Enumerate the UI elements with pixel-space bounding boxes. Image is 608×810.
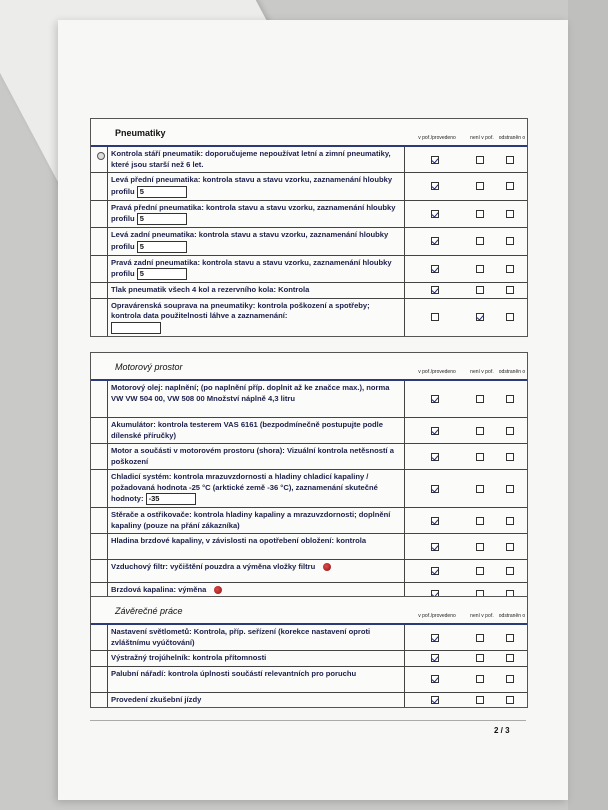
section-rows <box>91 381 527 605</box>
column-header-not-ok: není v poř. <box>470 613 494 619</box>
checkbox-ok[interactable] <box>431 696 439 704</box>
checkbox-fixed[interactable] <box>506 182 514 190</box>
row-text: Levá přední pneumatika: kontrola stavu a stavu vzorku, zaznamenání hloubky profilu <box>111 175 393 196</box>
checkbox-not-ok[interactable] <box>476 265 484 273</box>
checkbox-fixed[interactable] <box>506 453 514 461</box>
row-value-field[interactable] <box>111 322 161 334</box>
checkbox-fixed[interactable] <box>506 210 514 218</box>
checkbox-not-ok[interactable] <box>476 395 484 403</box>
row-text: Opravárenská souprava na pneumatiky: kontrola poškození a spotřeby; kontrola data použitelnosti láhve a zaznamenání: <box>111 300 370 320</box>
section-title: Závěrečné práce <box>115 606 183 616</box>
checklist-row <box>91 418 527 444</box>
checkbox-cell <box>405 418 465 443</box>
checkbox-cell <box>405 201 465 228</box>
checklist-row <box>91 381 527 418</box>
row-value-field[interactable]: -35 <box>146 493 196 505</box>
checkbox-cell <box>495 228 525 255</box>
checkbox-cell <box>405 470 465 507</box>
checkbox-not-ok[interactable] <box>476 675 484 683</box>
checkbox-cell <box>405 667 465 692</box>
checkbox-ok[interactable] <box>431 156 439 164</box>
checkbox-cell <box>405 444 465 469</box>
checkbox-cell <box>495 534 525 559</box>
row-text: Tlak pneumatik všech 4 kol a rezervního kola: Kontrola <box>111 285 310 294</box>
checkbox-not-ok[interactable] <box>476 427 484 435</box>
checklist-row <box>91 201 527 229</box>
checkbox-not-ok[interactable] <box>476 453 484 461</box>
row-text: Akumulátor: kontrola testerem VAS 6161 (bezpodmínečně postupujte podle dílenské příručky) <box>111 420 384 440</box>
row-text: Motorový olej: naplnění; (po naplnění příp. doplnit až ke značce max.), norma VW VW 504 00, VW 508 00 Množství náplně 4,3 litru <box>111 383 390 403</box>
section-tyres <box>90 118 528 337</box>
row-label <box>107 560 405 582</box>
checkbox-ok[interactable] <box>431 286 439 294</box>
row-text: Palubní nářadí: kontrola úplnosti součástí relevantních pro poruchu <box>111 668 357 678</box>
checkbox-not-ok[interactable] <box>476 543 484 551</box>
checkbox-cell <box>495 283 525 298</box>
checkbox-not-ok[interactable] <box>476 237 484 245</box>
checkbox-cell <box>465 625 495 650</box>
checkbox-cell <box>405 147 465 172</box>
checkbox-not-ok[interactable] <box>476 517 484 525</box>
checkbox-fixed[interactable] <box>506 265 514 273</box>
row-label <box>107 625 405 650</box>
row-value-field[interactable]: 5 <box>137 186 187 198</box>
checkbox-fixed[interactable] <box>506 427 514 435</box>
checkbox-fixed[interactable] <box>506 485 514 493</box>
checkbox-cell <box>465 651 495 666</box>
row-text: Pravá zadní pneumatika: kontrola stavu a stavu vzorku, zaznamenání hloubky profilu <box>111 257 392 278</box>
section-rows <box>91 625 527 707</box>
row-label <box>107 147 405 172</box>
row-label <box>107 283 405 298</box>
checkbox-cell <box>405 651 465 666</box>
section-header <box>91 597 527 625</box>
checkbox-fixed[interactable] <box>506 313 514 321</box>
checkbox-cell <box>465 299 495 336</box>
checklist-row <box>91 283 527 299</box>
checklist-row <box>91 256 527 284</box>
row-label <box>107 667 405 692</box>
section-title: Pneumatiky <box>115 128 166 138</box>
row-label <box>107 173 405 200</box>
checkbox-cell <box>495 508 525 533</box>
checkbox-cell <box>405 693 465 708</box>
column-header-not-ok: není v poř. <box>470 369 494 375</box>
checkbox-ok[interactable] <box>431 543 439 551</box>
row-value-field[interactable]: 5 <box>137 213 187 225</box>
background-surface <box>568 0 608 810</box>
section-title: Motorový prostor <box>115 362 183 372</box>
checkbox-cell <box>495 256 525 283</box>
row-value-field[interactable]: 5 <box>137 241 187 253</box>
checklist-row <box>91 173 527 201</box>
checkbox-fixed[interactable] <box>506 395 514 403</box>
checkbox-not-ok[interactable] <box>476 696 484 704</box>
checklist-row <box>91 508 527 534</box>
row-text: Nastavení světlometů: Kontrola, příp. seřízení (korekce nastavení oproti zvláštnímu vyúčtování) <box>111 627 371 647</box>
checkbox-cell <box>405 625 465 650</box>
checkbox-ok[interactable] <box>431 427 439 435</box>
row-text: Brzdová kapalina: výměna <box>111 585 207 594</box>
checklist-row <box>91 651 527 667</box>
checkbox-not-ok[interactable] <box>476 313 484 321</box>
checkbox-cell <box>465 508 495 533</box>
checkbox-fixed[interactable] <box>506 675 514 683</box>
checklist-row <box>91 667 527 693</box>
row-label <box>107 444 405 469</box>
row-radio-icon[interactable] <box>97 152 105 160</box>
row-text: Hladina brzdové kapaliny, v závislosti na opotřebení obložení: kontrola <box>111 536 367 545</box>
checkbox-cell <box>495 381 525 417</box>
checkbox-cell <box>495 173 525 200</box>
checkbox-cell <box>495 147 525 172</box>
checkbox-cell <box>405 534 465 559</box>
checkbox-fixed[interactable] <box>506 286 514 294</box>
checkbox-cell <box>465 201 495 228</box>
checkbox-cell <box>405 560 465 582</box>
section-final-work <box>90 596 528 708</box>
checkbox-cell <box>495 625 525 650</box>
row-label <box>107 418 405 443</box>
row-text: Stěrače a ostřikovače: kontrola hladiny kapaliny a mrazuvzdornosti; doplnění kapaliny (pouze na přání zákazníka) <box>111 510 391 530</box>
section-header <box>91 119 527 147</box>
checkbox-ok[interactable] <box>431 313 439 321</box>
column-header-fixed: odstraněn o <box>498 135 526 141</box>
checkbox-not-ok[interactable] <box>476 156 484 164</box>
row-label <box>107 228 405 255</box>
checkbox-cell <box>465 256 495 283</box>
checkbox-cell <box>405 508 465 533</box>
checkbox-cell <box>495 470 525 507</box>
checkbox-not-ok[interactable] <box>476 286 484 294</box>
checklist-row <box>91 228 527 256</box>
row-label <box>107 201 405 228</box>
checklist-row <box>91 693 527 708</box>
checkbox-fixed[interactable] <box>506 156 514 164</box>
checkbox-fixed[interactable] <box>506 696 514 704</box>
row-label <box>107 508 405 533</box>
checkbox-cell <box>495 201 525 228</box>
checkbox-cell <box>465 470 495 507</box>
row-label <box>107 534 405 559</box>
checkbox-not-ok[interactable] <box>476 210 484 218</box>
row-label <box>107 651 405 666</box>
row-text: Vzduchový filtr: vyčištění pouzdra a výměna vložky filtru <box>111 562 316 571</box>
checkbox-not-ok[interactable] <box>476 485 484 493</box>
row-text: Chladicí systém: kontrola mrazuvzdornosti a hladiny chladicí kapaliny / požadovaná hodnota -25 °C (arktické země -36 °C), zaznamenání skutečné hodnoty: <box>111 472 378 503</box>
checkbox-cell <box>495 651 525 666</box>
checkbox-cell <box>405 299 465 336</box>
checkbox-cell <box>405 228 465 255</box>
checklist-row <box>91 625 527 651</box>
checklist-page <box>58 20 568 800</box>
row-text: Motor a součásti v motorovém prostoru (shora): Vizuální kontrola netěsností a poškození <box>111 446 394 466</box>
red-dot-icon <box>214 586 222 594</box>
section-header <box>91 353 527 381</box>
checkbox-cell <box>405 381 465 417</box>
checkbox-cell <box>495 299 525 336</box>
checkbox-fixed[interactable] <box>506 567 514 575</box>
row-label <box>107 381 405 417</box>
checkbox-cell <box>465 693 495 708</box>
checkbox-ok[interactable] <box>431 453 439 461</box>
section-engine-bay <box>90 352 528 606</box>
row-text: Kontrola stáří pneumatik: doporučujeme nepoužívat letní a zimní pneumatiky, které jsou starší než 6 let. <box>111 149 391 169</box>
row-label <box>107 256 405 283</box>
row-value-field[interactable]: 5 <box>137 268 187 280</box>
checkbox-ok[interactable] <box>431 265 439 273</box>
checkbox-cell <box>465 560 495 582</box>
row-text: Výstražný trojúhelník: kontrola přítomnosti <box>111 653 267 662</box>
checklist-row <box>91 560 527 583</box>
row-text: Provedení zkušební jízdy <box>111 694 202 704</box>
column-header-not-ok: není v poř. <box>470 135 494 141</box>
column-header-fixed: odstraněn o <box>498 613 526 619</box>
checkbox-cell <box>405 283 465 298</box>
row-label <box>107 470 405 507</box>
row-text: Pravá přední pneumatika: kontrola stavu a stavu vzorku, zaznamenání hloubky profilu <box>111 202 396 223</box>
checkbox-cell <box>465 381 495 417</box>
checkbox-cell <box>465 418 495 443</box>
checkbox-fixed[interactable] <box>506 654 514 662</box>
checklist-row <box>91 470 527 508</box>
checkbox-cell <box>495 444 525 469</box>
checkbox-ok[interactable] <box>431 654 439 662</box>
column-header-ok: v poř./provedeno <box>418 613 456 619</box>
checklist-row <box>91 147 527 173</box>
checkbox-fixed[interactable] <box>506 237 514 245</box>
row-label <box>107 693 405 708</box>
checklist-row <box>91 299 527 336</box>
checkbox-cell <box>465 147 495 172</box>
page-number: 2 / 3 <box>494 726 510 735</box>
checkbox-not-ok[interactable] <box>476 182 484 190</box>
checkbox-ok[interactable] <box>431 182 439 190</box>
checkbox-not-ok[interactable] <box>476 654 484 662</box>
checkbox-fixed[interactable] <box>506 543 514 551</box>
checkbox-cell <box>495 418 525 443</box>
checkbox-ok[interactable] <box>431 485 439 493</box>
checkbox-ok[interactable] <box>431 395 439 403</box>
checkbox-cell <box>465 444 495 469</box>
checkbox-cell <box>405 256 465 283</box>
checkbox-cell <box>465 534 495 559</box>
checkbox-fixed[interactable] <box>506 517 514 525</box>
checkbox-cell <box>465 173 495 200</box>
checkbox-ok[interactable] <box>431 210 439 218</box>
checkbox-ok[interactable] <box>431 567 439 575</box>
checkbox-ok[interactable] <box>431 237 439 245</box>
row-text: Levá zadní pneumatika: kontrola stavu a stavu vzorku, zaznamenání hloubky profilu <box>111 230 389 251</box>
red-dot-icon <box>323 563 331 571</box>
checkbox-ok[interactable] <box>431 634 439 642</box>
checkbox-fixed[interactable] <box>506 634 514 642</box>
checkbox-not-ok[interactable] <box>476 567 484 575</box>
section-rows <box>91 147 527 336</box>
checkbox-not-ok[interactable] <box>476 634 484 642</box>
column-header-ok: v poř./provedeno <box>418 135 456 141</box>
checklist-row <box>91 444 527 470</box>
checkbox-cell <box>495 667 525 692</box>
checklist-row <box>91 534 527 560</box>
checkbox-cell <box>465 228 495 255</box>
checkbox-cell <box>495 560 525 582</box>
checkbox-ok[interactable] <box>431 675 439 683</box>
checkbox-cell <box>495 693 525 708</box>
column-header-ok: v poř./provedeno <box>418 369 456 375</box>
checkbox-cell <box>405 173 465 200</box>
checkbox-ok[interactable] <box>431 517 439 525</box>
row-label <box>107 299 405 336</box>
checkbox-cell <box>465 283 495 298</box>
column-header-fixed: odstraněn o <box>498 369 526 375</box>
footer-divider <box>90 720 526 721</box>
checkbox-cell <box>465 667 495 692</box>
